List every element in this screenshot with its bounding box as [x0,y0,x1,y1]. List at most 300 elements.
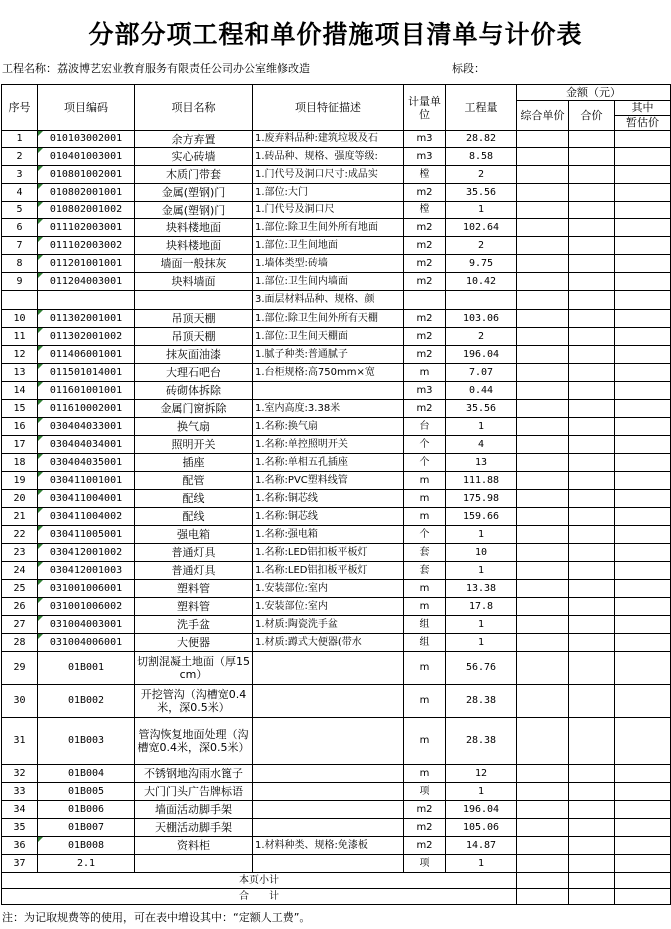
cell-provisional [615,310,671,328]
table-row [2,837,671,855]
cell-name: 余方弃置 [135,131,253,148]
cell-provisional [615,202,671,219]
table-row [2,382,671,400]
cell-provisional [615,634,671,652]
cell-unit-price [517,634,569,652]
table-row [2,291,671,310]
cell-provisional [615,873,671,889]
cell-total [569,526,615,544]
cell-provisional [615,219,671,237]
cell-code: 01B008 [38,837,135,855]
cell-unit-price [517,855,569,873]
cell-qty: 28.38 [446,718,517,765]
cell-desc: 1.名称:LED铝扣板平板灯 [253,562,404,580]
cell-desc [253,718,404,765]
cell-name: 金属(塑钢)门 [135,202,253,219]
page-title: 分部分项工程和单价措施项目清单与计价表 [88,20,583,49]
cell-total [569,219,615,237]
table-row [2,544,671,562]
cell-total [569,783,615,801]
table-row [2,634,671,652]
cell-unit-price [517,718,569,765]
project-name: 工程名称：荔波博艺宏业教育服务有限责任公司办公室维修改造 [2,62,310,75]
cell-total [569,562,615,580]
table-row [2,131,671,148]
cell-unit: 樘 [404,202,446,219]
cell-name: 墙面活动脚手架 [135,801,253,819]
cell-seq: 1 [2,131,38,148]
cell-unit-price [517,346,569,364]
cell-desc [253,855,404,873]
cell-unit-price [517,652,569,685]
cell-unit: m2 [404,400,446,418]
cell-seq: 10 [2,310,38,328]
cell-seq: 37 [2,855,38,873]
cell-total [569,418,615,436]
cell-total [569,598,615,616]
cell-code: 011102003002 [38,237,135,255]
cell-unit-price [517,685,569,718]
cell-unit: m2 [404,310,446,328]
table-row [2,310,671,328]
header-name: 项目名称 [135,85,253,131]
cell-seq: 31 [2,718,38,765]
cell-name: 不锈钢地沟雨水篦子 [135,765,253,783]
cell-name: 配线 [135,490,253,508]
cell-desc: 1.废弃料品种:建筑垃圾及石 [253,131,404,148]
cell-desc: 1.安装部位:室内 [253,580,404,598]
cell-unit-price [517,837,569,855]
header-amount: 金额（元） [517,85,671,101]
cell-qty: 102.64 [446,219,517,237]
cell-qty: 1 [446,562,517,580]
cell-name: 砖砌体拆除 [135,382,253,400]
header-seq: 序号 [2,85,38,131]
cell-code: 011302001001 [38,310,135,328]
cell-provisional [615,889,671,905]
cell-code: 030404034001 [38,436,135,454]
cell-unit-price [517,219,569,237]
cell-total [569,184,615,202]
cell-desc: 1.台柜规格:高750mm×宽 [253,364,404,382]
cell-code [38,291,135,310]
cell-unit: m2 [404,273,446,291]
table-row [2,255,671,273]
cell-provisional [615,765,671,783]
cell-name: 切割混凝土地面（厚15cm） [135,652,253,685]
cell-qty: 1 [446,202,517,219]
cell-qty: 10.42 [446,273,517,291]
cell-total [569,237,615,255]
cell-qty: 196.04 [446,801,517,819]
table-row [2,166,671,184]
cell-qty: 159.66 [446,508,517,526]
cell-unit: 组 [404,634,446,652]
cell-unit: 项 [404,855,446,873]
cell-total [569,508,615,526]
cell-total [569,490,615,508]
cell-total [569,819,615,837]
cell-seq: 6 [2,219,38,237]
cell-code: 2.1 [38,855,135,873]
header-provisional: 暂估价 [615,116,671,131]
cell-total [569,436,615,454]
pricing-table [1,84,671,905]
cell-unit: 个 [404,436,446,454]
header-of-which: 其中 [615,101,671,116]
header-qty: 工程量 [446,85,517,131]
cell-unit-price [517,364,569,382]
cell-name: 强电箱 [135,526,253,544]
cell-qty: 13 [446,454,517,472]
cell-unit: m [404,685,446,718]
cell-seq: 5 [2,202,38,219]
cell-total [569,291,615,310]
header-total: 合价 [569,101,615,131]
cell-unit: m2 [404,219,446,237]
cell-code: 01B004 [38,765,135,783]
cell-total [569,837,615,855]
cell-name: 塑料管 [135,598,253,616]
cell-unit-price [517,131,569,148]
cell-code: 010401003001 [38,148,135,166]
cell-code: 01B002 [38,685,135,718]
table-row [2,346,671,364]
cell-unit: m2 [404,819,446,837]
cell-qty: 103.06 [446,310,517,328]
cell-provisional [615,436,671,454]
cell-desc: 1.部位:卫生间内墙面 [253,273,404,291]
cell-provisional [615,819,671,837]
cell-unit-price [517,328,569,346]
cell-provisional [615,273,671,291]
cell-name: 塑料管 [135,580,253,598]
cell-provisional [615,718,671,765]
cell-qty: 1 [446,855,517,873]
cell-code: 011302001002 [38,328,135,346]
cell-code: 011601001001 [38,382,135,400]
table-row [2,328,671,346]
cell-unit: m2 [404,184,446,202]
cell-qty: 1 [446,783,517,801]
cell-total [569,202,615,219]
cell-seq: 23 [2,544,38,562]
cell-unit-price [517,148,569,166]
cell-name: 大理石吧台 [135,364,253,382]
cell-seq: 26 [2,598,38,616]
cell-unit-price [517,801,569,819]
cell-total [569,616,615,634]
cell-code: 010802001002 [38,202,135,219]
cell-provisional [615,580,671,598]
total-row [2,889,671,905]
cell-desc: 1.砖品种、规格、强度等级: [253,148,404,166]
cell-unit-price [517,202,569,219]
cell-provisional [615,855,671,873]
cell-unit-price [517,237,569,255]
cell-desc: 1.名称:单相五孔插座 [253,454,404,472]
cell-provisional [615,801,671,819]
total-row-label: 合 计 [2,889,517,905]
cell-unit: m2 [404,346,446,364]
cell-seq: 14 [2,382,38,400]
cell-name [135,291,253,310]
cell-unit-price [517,400,569,418]
cell-seq: 4 [2,184,38,202]
table-row [2,472,671,490]
cell-unit-price [517,508,569,526]
cell-seq: 12 [2,346,38,364]
cell-unit-price [517,819,569,837]
cell-desc: 1.部位:大门 [253,184,404,202]
cell-code: 010801002001 [38,166,135,184]
cell-name: 天棚活动脚手架 [135,819,253,837]
cell-name: 换气扇 [135,418,253,436]
cell-seq: 13 [2,364,38,382]
cell-provisional [615,364,671,382]
cell-provisional [615,328,671,346]
cell-code: 031004003001 [38,616,135,634]
cell-code: 030411005001 [38,526,135,544]
cell-name: 金属门窗拆除 [135,400,253,418]
cell-unit-price [517,526,569,544]
cell-desc: 1.名称:铜芯线 [253,508,404,526]
cell-qty: 35.56 [446,184,517,202]
table-row [2,526,671,544]
cell-qty: 1 [446,616,517,634]
table-row [2,237,671,255]
cell-provisional [615,418,671,436]
table-row [2,580,671,598]
cell-unit-price [517,382,569,400]
cell-total [569,765,615,783]
cell-unit-price [517,783,569,801]
cell-unit-price [517,255,569,273]
cell-unit [404,291,446,310]
cell-unit: m [404,718,446,765]
cell-total [569,273,615,291]
cell-qty: 35.56 [446,400,517,418]
cell-unit: m2 [404,801,446,819]
cell-unit: m [404,364,446,382]
cell-provisional [615,131,671,148]
cell-desc [253,801,404,819]
cell-unit: m [404,490,446,508]
cell-qty: 175.98 [446,490,517,508]
cell-code: 011406001001 [38,346,135,364]
cell-unit-price [517,436,569,454]
cell-total [569,580,615,598]
table-row [2,148,671,166]
header-desc: 项目特征描述 [253,85,404,131]
cell-desc: 1.腻子种类:普通腻子 [253,346,404,364]
table-row [2,508,671,526]
table-row [2,819,671,837]
table-row [2,273,671,291]
cell-desc: 1.名称:LED铝扣板平板灯 [253,544,404,562]
cell-provisional [615,184,671,202]
cell-unit-price [517,166,569,184]
cell-qty: 1 [446,634,517,652]
cell-seq: 11 [2,328,38,346]
cell-code: 011610002001 [38,400,135,418]
cell-provisional [615,454,671,472]
cell-seq: 33 [2,783,38,801]
cell-unit-price [517,454,569,472]
cell-desc: 1.名称:单控照明开关 [253,436,404,454]
cell-code: 030411001001 [38,472,135,490]
cell-name: 插座 [135,454,253,472]
cell-unit: m2 [404,237,446,255]
cell-unit: m3 [404,148,446,166]
cell-desc: 1.部位:除卫生间外所有地面 [253,219,404,237]
cell-unit: m3 [404,382,446,400]
cell-code: 031001006002 [38,598,135,616]
cell-unit: m2 [404,837,446,855]
cell-unit: m [404,580,446,598]
cell-unit: m [404,472,446,490]
cell-desc: 1.门代号及洞口尺寸:成品实 [253,166,404,184]
cell-qty: 1 [446,526,517,544]
cell-desc [253,652,404,685]
cell-qty: 105.06 [446,819,517,837]
cell-code: 030404035001 [38,454,135,472]
cell-provisional [615,508,671,526]
cell-provisional [615,652,671,685]
header-code: 项目编码 [38,85,135,131]
cell-total [569,131,615,148]
cell-total [569,148,615,166]
cell-name: 块料楼地面 [135,219,253,237]
cell-unit: 个 [404,526,446,544]
cell-unit-price [517,291,569,310]
cell-unit: m [404,598,446,616]
cell-seq: 2 [2,148,38,166]
cell-code: 011501014001 [38,364,135,382]
table-row [2,685,671,718]
cell-unit-price [517,310,569,328]
cell-provisional [615,837,671,855]
cell-code: 011204003001 [38,273,135,291]
cell-code: 010103002001 [38,131,135,148]
cell-qty: 1 [446,418,517,436]
cell-unit-price [517,562,569,580]
cell-qty: 9.75 [446,255,517,273]
cell-unit-price [517,418,569,436]
cell-code: 011201001001 [38,255,135,273]
cell-name: 管沟恢复地面处理（沟槽宽0.4米，深0.5米） [135,718,253,765]
cell-seq: 9 [2,273,38,291]
page-subtotal-row [2,873,671,889]
cell-total [569,400,615,418]
cell-unit-price [517,490,569,508]
cell-seq: 17 [2,436,38,454]
cell-total [569,544,615,562]
cell-unit: m2 [404,328,446,346]
cell-total [569,472,615,490]
cell-unit: 樘 [404,166,446,184]
cell-name: 实心砖墙 [135,148,253,166]
cell-code: 010802001001 [38,184,135,202]
cell-seq: 25 [2,580,38,598]
cell-code: 01B005 [38,783,135,801]
cell-total [569,454,615,472]
cell-provisional [615,490,671,508]
cell-qty: 4 [446,436,517,454]
cell-qty: 196.04 [446,346,517,364]
cell-name: 墙面一般抹灰 [135,255,253,273]
cell-desc: 1.部位:卫生间天棚面 [253,328,404,346]
cell-desc [253,685,404,718]
cell-name: 开挖管沟（沟槽宽0.4米，深0.5米） [135,685,253,718]
cell-total [569,634,615,652]
cell-provisional [615,562,671,580]
cell-seq: 32 [2,765,38,783]
cell-qty: 12 [446,765,517,783]
cell-name: 普通灯具 [135,562,253,580]
cell-provisional [615,472,671,490]
table-row [2,562,671,580]
cell-desc: 3.面层材料品种、规格、颜 [253,291,404,310]
table-row [2,364,671,382]
cell-name: 普通灯具 [135,544,253,562]
cell-unit: 项 [404,783,446,801]
cell-provisional [615,598,671,616]
header-unit: 计量单位 [404,85,446,131]
cell-name: 块料墙面 [135,273,253,291]
cell-total [569,166,615,184]
cell-desc [253,765,404,783]
cell-unit-price [517,765,569,783]
cell-desc: 1.名称:换气扇 [253,418,404,436]
cell-desc: 1.材质:蹲式大便器(带水 [253,634,404,652]
cell-qty [446,291,517,310]
cell-code: 030412001002 [38,544,135,562]
cell-qty: 8.58 [446,148,517,166]
cell-unit-price [517,873,569,889]
section-label: 标段： [452,62,485,75]
cell-total [569,328,615,346]
cell-seq: 35 [2,819,38,837]
cell-total [569,652,615,685]
cell-unit: 套 [404,544,446,562]
cell-unit-price [517,472,569,490]
cell-provisional [615,616,671,634]
cell-name: 配管 [135,472,253,490]
cell-seq: 21 [2,508,38,526]
cell-seq: 28 [2,634,38,652]
cell-provisional [615,346,671,364]
cell-total [569,255,615,273]
cell-code: 030411004002 [38,508,135,526]
cell-name: 资料柜 [135,837,253,855]
cell-unit: m2 [404,255,446,273]
cell-name: 吊顶天棚 [135,328,253,346]
cell-total [569,364,615,382]
cell-code: 031001006001 [38,580,135,598]
cell-code: 01B006 [38,801,135,819]
cell-seq: 8 [2,255,38,273]
cell-desc: 1.材料种类、规格:免漆板 [253,837,404,855]
cell-unit: m [404,652,446,685]
cell-seq [2,291,38,310]
cell-name [135,855,253,873]
cell-qty: 56.76 [446,652,517,685]
cell-provisional [615,166,671,184]
cell-total [569,855,615,873]
cell-unit-price [517,598,569,616]
cell-seq: 20 [2,490,38,508]
